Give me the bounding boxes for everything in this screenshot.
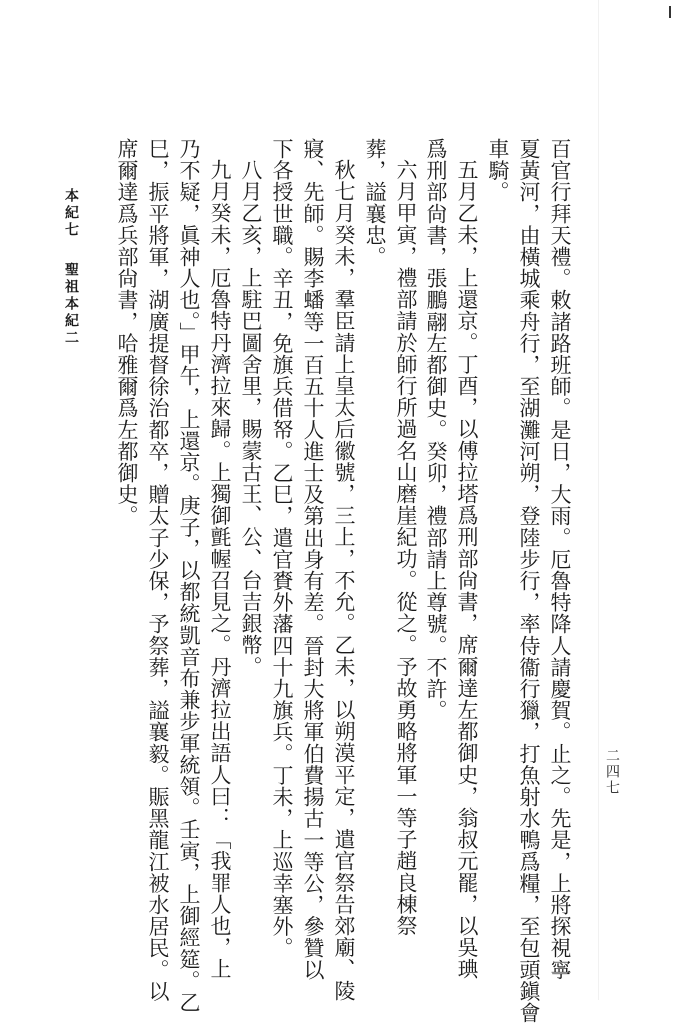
text-column-14: 巳，振平將軍，湖廣提督徐治都卒，贈太子少保，予祭葬，謚襄毅。賑黑龍江被水居民。以 bbox=[146, 138, 170, 1002]
text-column-1: 百官行拜天禮。敕諸路班師。是日，大雨。厄魯特降人請慶賀。止之。先是，上將探視寧 bbox=[548, 138, 572, 981]
page-number: 二四七 bbox=[604, 748, 620, 796]
text-column-8: 秋七月癸未，羣臣請上皇太后徽號，三上，不允。乙未，以朔漠平定，遣官祭告郊廟、陵 bbox=[332, 159, 356, 1002]
running-head-chapter: 本紀七 bbox=[63, 188, 79, 239]
text-column-11: 八月乙亥，上駐巴圖舍里，賜蒙古王、公、台吉銀幣。 bbox=[239, 159, 263, 678]
running-head-title: 聖祖本紀二 bbox=[63, 262, 79, 347]
text-column-6: 六月甲寅，禮部請於師行所過名山磨崖紀功。從之。予故勇略將軍一等子趙良棟祭 bbox=[394, 159, 418, 937]
text-column-5: 爲刑部尙書，張鵬翮左都御史。癸卯，禮部請上尊號。不許。 bbox=[424, 138, 448, 722]
text-column-10: 下各授世職。辛丑，免旗兵借帑。乙巳，遣官賚外藩四十九旗兵。丁未，上巡幸塞外。 bbox=[270, 138, 294, 959]
text-column-2: 夏黃河，由橫城乘舟行，至湖灘河朔，登陸步行，率侍衞行獵，打魚射水鴨爲糧，至包頭鎭會 bbox=[517, 138, 541, 1024]
text-column-13: 乃不疑，眞神人也。」甲午，上還京。庚子，以都統凱音布兼步軍統領。壬寅，上御經筵。乙 bbox=[177, 138, 201, 1014]
text-column-4: 五月乙未，上還京。丁酉，以傅拉塔爲刑部尙書，席爾達左都御史，翁叔元罷，以吳琠 bbox=[455, 159, 479, 980]
text-column-7: 葬，謚襄忠。 bbox=[363, 138, 387, 268]
text-column-12: 九月癸未，厄魯特丹濟拉來歸。上獨御氈幄召見之。丹濟拉出語人曰：「我罪人也，上 bbox=[208, 159, 232, 980]
text-column-3: 車騎。 bbox=[486, 138, 510, 203]
page-gutter-shadow bbox=[598, 0, 599, 1000]
scan-mark bbox=[669, 6, 671, 18]
text-column-15: 席爾達爲兵部尙書，哈雅爾爲左都御史。 bbox=[115, 138, 139, 527]
text-column-9: 寢、先師。賜李蟠等一百五十人進士及第出身有差。晉封大將軍伯費揚古一等公，參贊以 bbox=[301, 138, 325, 981]
